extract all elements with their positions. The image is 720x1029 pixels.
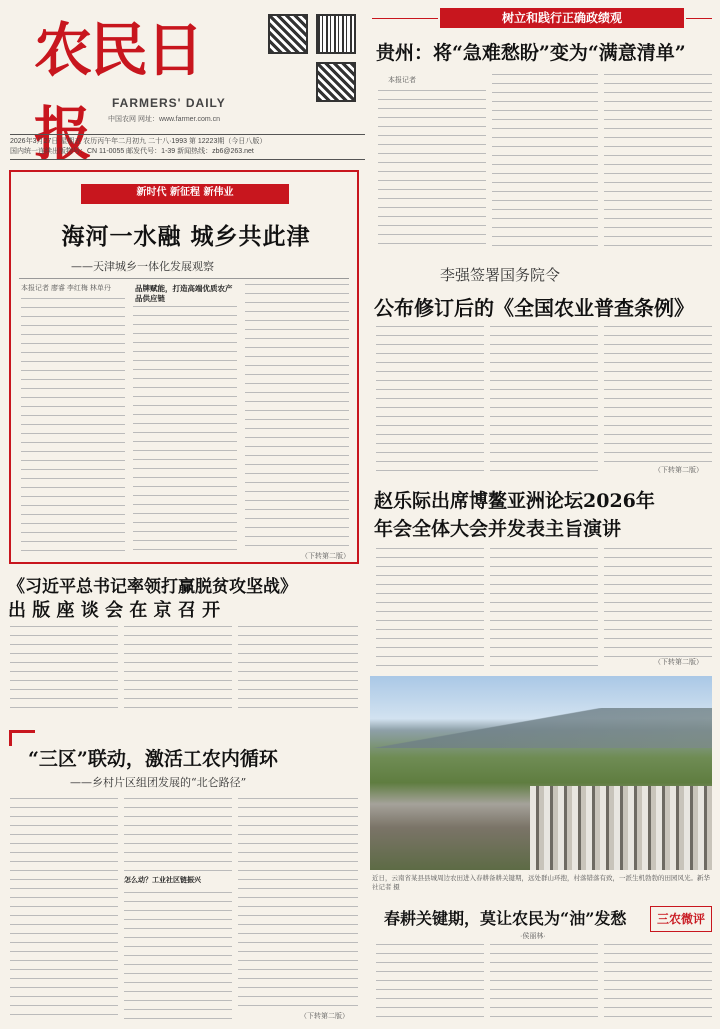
- landscape-photo: [370, 676, 712, 870]
- zhao-body-col3: [604, 548, 712, 658]
- three-zones-subhead: ——乡村片区组团发展的“北仑路径”: [70, 776, 247, 789]
- book-body-col2: [124, 626, 232, 716]
- issue-date: 2026年3月27日 星期五 农历丙午年二月初九 二十八·1993 第 12223期（今日八版）: [10, 138, 267, 145]
- lead-section-head: 品牌赋能，打造高端优质农产品供应链: [135, 284, 233, 303]
- qr-code-icon: [316, 62, 356, 102]
- premier-body-col2: [490, 326, 598, 474]
- premier-body-col3: [604, 326, 712, 466]
- guizhou-body-col1: [378, 90, 486, 250]
- issn-line: 国内统一连续出版物号：CN 11-0055 邮发代号：1-39 新闻热线：zb6@263.net: [10, 148, 254, 155]
- lead-story-box: [9, 170, 359, 564]
- book-body-col1: [10, 626, 118, 716]
- sannong-logo: 三农微评: [650, 906, 712, 932]
- photo-caption: 近日，云南省某县县城周边农田进入春耕备耕关键期，远处群山环抱，村落错落有致，一派生机勃勃的田园风光。新华社记者 摄: [372, 875, 710, 891]
- editorial-body-col1: [376, 944, 484, 1024]
- masthead-title: 农民日报: [34, 16, 203, 168]
- lead-body-col2: [133, 306, 237, 556]
- three-zones-body-col2a: [124, 798, 232, 872]
- lead-body-col1: [21, 298, 125, 556]
- three-zones-body-col1: [10, 798, 118, 1022]
- dateline: [10, 134, 365, 160]
- zhao-body-col1: [376, 548, 484, 668]
- column-banner: 树立和践行正确政绩观: [440, 8, 684, 28]
- premier-headline: 公布修订后的《全国农业普查条例》: [374, 296, 694, 320]
- lead-subhead: ——天津城乡一体化发展观察: [71, 260, 214, 273]
- masthead-english: FARMERS' DAILY: [112, 96, 226, 110]
- lead-footnote: （下转第二版）: [301, 553, 350, 560]
- guizhou-body-col3: [604, 74, 712, 250]
- guizhou-body-col2: [492, 74, 598, 250]
- qr-code-icon: [316, 14, 356, 54]
- book-body-col3: [238, 626, 358, 716]
- zhao-headline-line2: 年会全体大会并发表主旨演讲: [374, 518, 622, 540]
- lead-byline: 本报记者 廖睿 李红梅 林单丹: [21, 285, 111, 292]
- editorial-byline: ·侯丽林·: [520, 933, 546, 940]
- premier-body-col1: [376, 326, 484, 474]
- guizhou-byline: 本报记者: [388, 77, 416, 84]
- book-headline-line2: 出 版 座 谈 会 在 京 召 开: [8, 600, 221, 621]
- zhao-footnote: （下转第二版）: [654, 659, 703, 666]
- three-zones-body-col3: [238, 798, 358, 1010]
- masthead-site: 中国农网 网址：www.farmer.com.cn: [108, 116, 221, 123]
- book-headline-line1: 《习近平总书记率领打赢脱贫攻坚战》: [8, 577, 297, 597]
- guizhou-headline: 贵州：将“急难愁盼”变为“满意清单”: [376, 42, 686, 64]
- zhao-body-col2: [490, 548, 598, 668]
- three-zones-body-col2b: [124, 892, 232, 1022]
- premier-kicker: 李强签署国务院令: [440, 266, 561, 284]
- editorial-body-col3: [604, 944, 712, 1024]
- premier-footnote: （下转第二版）: [654, 467, 703, 474]
- lead-headline: 海河一水融 城乡共此津: [61, 223, 311, 250]
- qr-code-icon: [268, 14, 308, 54]
- three-zones-section: 怎么动？工业社区链振兴: [124, 877, 201, 884]
- three-zones-headline: “三区”联动，激活工农内循环: [28, 748, 278, 770]
- zhao-headline-line1: 赵乐际出席博鳌亚洲论坛2026年: [374, 490, 655, 512]
- three-zones-footnote: （下转第二版）: [300, 1013, 349, 1020]
- editorial-headline: 春耕关键期，莫让农民为“油”发愁: [384, 909, 627, 928]
- lead-badge: 新时代 新征程 新伟业: [81, 184, 289, 204]
- lead-body-col3: [245, 284, 349, 546]
- editorial-body-col2: [490, 944, 598, 1024]
